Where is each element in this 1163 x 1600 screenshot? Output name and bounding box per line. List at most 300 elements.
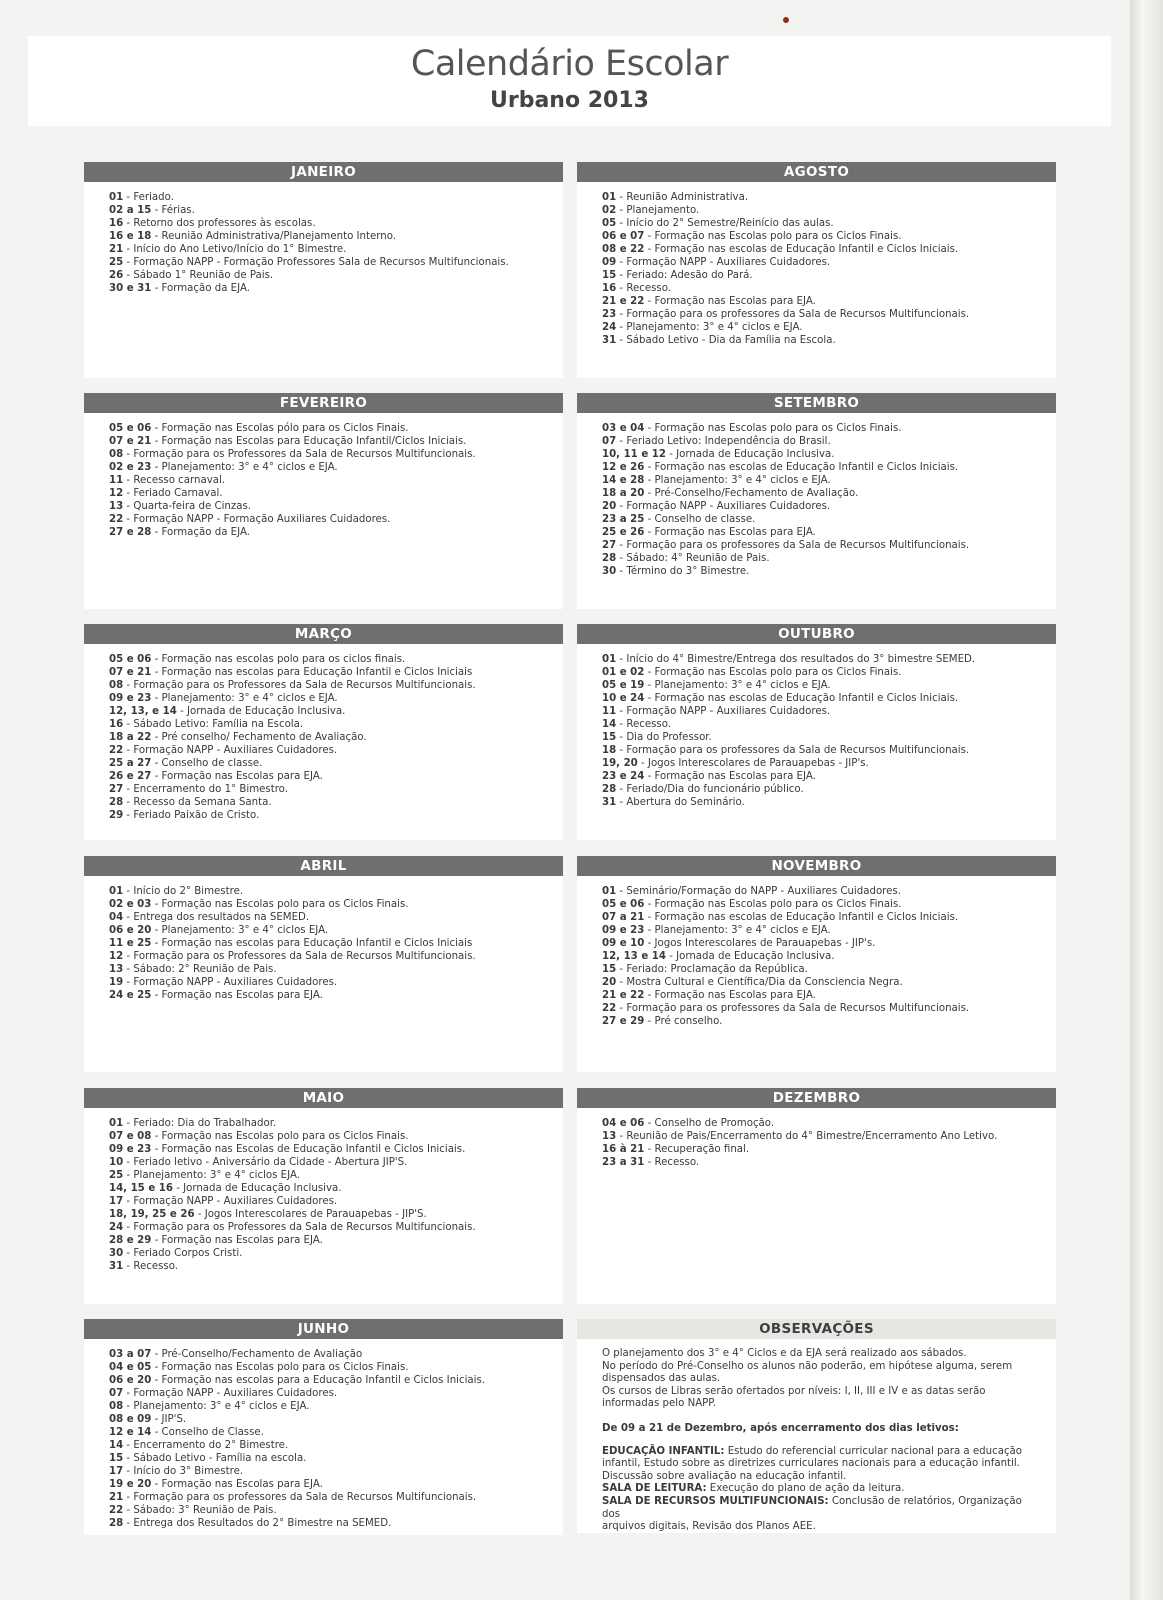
calendar-entry [602,963,1056,976]
entry-date: 15 [602,964,617,975]
entry-text: - Jornada de Educação Inclusiva. [172,1183,342,1194]
entry-text: - Feriado Carnaval. [123,488,223,499]
entry-text: - Formação NAPP - Auxiliares Cuidadores. [123,1196,338,1207]
calendar-entry [602,243,1056,256]
calendar-entry [109,1361,563,1374]
entry-date: 01 [109,1118,124,1129]
calendar-entry [602,666,1056,679]
month-entries [602,422,1056,578]
entry-text: - Férias. [151,205,195,216]
entry-text: - Sábado: 3° Reunião de Pais. [123,1505,277,1516]
entry-text: - Encerramento do 2° Bimestre. [123,1440,289,1451]
month-card-1 [577,162,1056,378]
entry-text: - Formação nas escolas polo para os ciclos finais. [151,654,406,665]
entry-date: 18 a 20 [602,488,645,499]
entry-text: - Formação para os Professores da Sala de Recursos Multifuncionais. [123,951,476,962]
entry-date: 19 [109,977,124,988]
entry-date: 17 [109,1196,124,1207]
entry-text: - Planejamento: 3° e 4° ciclos e EJA. [616,322,803,333]
entry-date: 16 [602,283,617,294]
entry-date: 22 [109,745,124,756]
entry-date: 21 [109,1492,124,1503]
calendar-entry [602,731,1056,744]
entry-date: 30 [109,1248,124,1259]
calendar-entry [602,757,1056,770]
entry-text: - Formação para os Professores da Sala de Recursos Multifuncionais. [123,449,476,460]
recursos-text: arquivos digitais, Revisão dos Planos AEE. [602,1521,816,1533]
entry-date: 14 e 28 [602,475,645,486]
entry-text: - Jornada de Educação Inclusiva. [665,951,835,962]
month-entries [109,653,563,822]
entry-text: - Formação nas escolas para Educação Infantil e Ciclos Iniciais [151,667,473,678]
entry-date: 05 e 06 [109,423,152,434]
leitura-label: SALA DE LEITURA: [602,1483,707,1495]
entry-text: - Formação para os Professores da Sala de Recursos Multifuncionais. [123,1222,476,1233]
entry-text: - Pré-Conselho/Fechamento de Avaliação. [644,488,859,499]
entry-date: 14 [109,1440,124,1451]
entry-date: 30 [602,566,617,577]
entry-text: - Entrega dos Resultados do 2° Bimestre na SEMED. [123,1518,392,1529]
calendar-entry [602,705,1056,718]
period-heading: De 09 a 21 de Dezembro, após encerramento dos dias letivos: [602,1422,959,1434]
month-entries [109,1348,563,1530]
month-card-10 [84,1319,563,1535]
calendar-entry [109,666,563,679]
entry-date: 09 e 23 [109,1144,152,1155]
entry-date: 10, 11 e 12 [602,449,666,460]
calendar-entry [602,552,1056,565]
entry-text: - Formação nas Escolas polo para os Ciclos Finais. [644,231,902,242]
month-title: SETEMBRO [577,393,1056,413]
infantil-text: infantil, Estudo sobre as diretrizes curriculares nacionais para a educação infantil. [602,1458,1020,1470]
entry-date: 25 e 26 [602,527,645,538]
month-card-8 [84,1088,563,1304]
calendar-entry [109,1439,563,1452]
month-title: DEZEMBRO [577,1088,1056,1108]
entry-date: 31 [109,1261,124,1272]
observations-title: OBSERVAÇÕES [577,1319,1056,1339]
entry-date: 24 [109,1222,124,1233]
calendar-entry [109,191,563,204]
calendar-entry [602,911,1056,924]
calendar-entry [602,937,1056,950]
calendar-entry [109,526,563,539]
entry-text: - Sábado 1° Reunião de Pais. [123,270,274,281]
entry-date: 28 [602,784,617,795]
entry-text: - Formação nas Escolas para EJA. [644,527,816,538]
calendar-entry [109,1247,563,1260]
leitura-text: Execução do plano de ação da leitura. [706,1483,905,1495]
entry-text: - Formação nas escolas para Educação Infantil e Ciclos Iniciais [151,938,473,949]
entry-text: - Formação nas escolas de Educação Infantil e Ciclos Iniciais. [644,462,959,473]
month-entries [109,191,563,295]
entry-date: 13 [109,964,124,975]
calendar-entry [109,461,563,474]
calendar-entry [602,191,1056,204]
entry-text: - Formação nas Escolas polo para os Ciclos Finais. [151,899,409,910]
entry-text: - Quarta-feira de Cinzas. [123,501,252,512]
entry-date: 08 [109,449,124,460]
entry-date: 07 [602,436,617,447]
entry-text: - Formação da EJA. [151,283,250,294]
calendar-entry [109,757,563,770]
entry-date: 24 [602,322,617,333]
calendar-entry [109,963,563,976]
entry-date: 23 e 24 [602,771,645,782]
calendar-entry [602,487,1056,500]
calendar-entry [109,422,563,435]
calendar-entry [109,705,563,718]
entry-date: 26 e 27 [109,771,152,782]
month-card-4 [84,624,563,840]
calendar-entry [602,295,1056,308]
calendar-entry [109,796,563,809]
calendar-entry [109,435,563,448]
entry-text: - Formação nas Escolas para EJA. [644,771,816,782]
page-edge [1130,0,1163,1600]
calendar-entry [109,513,563,526]
calendar-entry [109,1387,563,1400]
observation-line: No período do Pré-Conselho os alunos não poderão, em hipótese alguma, serem [602,1360,1013,1372]
entry-text: - Feriado. [123,192,174,203]
calendar-entry [602,770,1056,783]
infantil-text: Discussão sobre avaliação na educação infantil. [602,1470,847,1482]
entry-date: 28 e 29 [109,1235,152,1246]
entry-text: - Pré conselho. [644,1016,723,1027]
entry-date: 02 e 23 [109,462,152,473]
entry-text: - Feriado: Dia do Trabalhador. [123,1118,277,1129]
entry-date: 07 e 08 [109,1131,152,1142]
month-entries [602,1117,1056,1169]
calendar-entry [602,321,1056,334]
entry-date: 12 e 26 [602,462,645,473]
entry-date: 27 [109,784,124,795]
calendar-entry [109,770,563,783]
entry-text: - Planejamento: 3° e 4° ciclos e EJA. [151,693,338,704]
calendar-entry [602,1015,1056,1028]
entry-date: 01 [109,192,124,203]
calendar-entry [602,1002,1056,1015]
entry-date: 25 [109,1170,124,1181]
calendar-entry [602,256,1056,269]
entry-text: - Formação nas Escolas para EJA. [151,990,323,1001]
entry-date: 16 à 21 [602,1144,645,1155]
entry-text: - Pré-Conselho/Fechamento de Avaliação [151,1349,363,1360]
entry-text: - Planejamento. [616,205,700,216]
entry-date: 07 e 21 [109,436,152,447]
entry-text: - Formação NAPP - Formação Auxiliares Cuidadores. [123,514,391,525]
calendar-entry [109,1452,563,1465]
entry-date: 02 e 03 [109,899,152,910]
calendar-entry [602,448,1056,461]
entry-date: 05 e 06 [602,899,645,910]
calendar-entry [602,422,1056,435]
calendar-entry [109,731,563,744]
entry-text: - Formação NAPP - Auxiliares Cuidadores. [616,257,831,268]
entry-date: 06 e 20 [109,1375,152,1386]
entry-date: 14 [602,719,617,730]
calendar-entry [109,937,563,950]
calendar-entry [109,1465,563,1478]
calendar-entry [109,1234,563,1247]
calendar-entry [109,230,563,243]
entry-text: - Recesso. [123,1261,179,1272]
entry-text: - Término do 3° Bimestre. [616,566,750,577]
entry-text: - Formação NAPP - Auxiliares Cuidadores. [123,745,338,756]
entry-date: 28 [109,797,124,808]
calendar-entry [109,448,563,461]
entry-text: - Formação para os professores da Sala de Recursos Multifuncionais. [616,745,970,756]
entry-date: 28 [602,553,617,564]
observation-line: dispensados das aulas. [602,1373,721,1385]
entry-date: 06 e 07 [602,231,645,242]
entry-date: 07 e 21 [109,667,152,678]
calendar-entry [109,217,563,230]
entry-date: 17 [109,1466,124,1477]
entry-text: - Recesso da Semana Santa. [123,797,272,808]
entry-text: - Formação nas Escolas polo para os Ciclos Finais. [151,1362,409,1373]
entry-text: - Planejamento: 3° e 4° ciclos e EJA. [151,462,338,473]
entry-text: - Início do 2° Semestre/Reinício das aulas. [616,218,834,229]
calendar-entry [109,1504,563,1517]
month-title: MARÇO [84,624,563,644]
entry-date: 26 [109,270,124,281]
entry-date: 11 e 25 [109,938,152,949]
entry-text: - Formação NAPP - Formação Professores Sala de Recursos Multifuncionais. [123,257,509,268]
calendar-entry [109,989,563,1002]
calendar-entry [109,256,563,269]
entry-date: 09 e 23 [109,693,152,704]
entry-date: 01 e 02 [602,667,645,678]
entry-text: - Formação nas Escolas de Educação Infantil e Ciclos Iniciais. [151,1144,466,1155]
calendar-entry [602,565,1056,578]
entry-text: - Formação para os Professores da Sala de Recursos Multifuncionais. [123,680,476,691]
entry-date: 05 [602,218,617,229]
month-entries [602,885,1056,1028]
entry-date: 20 [602,977,617,988]
calendar-entry [602,539,1056,552]
entry-date: 18, 19, 25 e 26 [109,1209,195,1220]
entry-text: - Planejamento: 3° e 4° ciclos e EJA. [123,1401,310,1412]
entry-date: 15 [602,270,617,281]
observations-card [577,1319,1056,1533]
calendar-entry [602,796,1056,809]
entry-text: - Formação nas escolas para a Educação Infantil e Ciclos Iniciais. [151,1375,486,1386]
calendar-entry [602,976,1056,989]
entry-date: 13 [602,1131,617,1142]
entry-text: - Conselho de Promoção. [644,1118,775,1129]
entry-date: 27 e 29 [602,1016,645,1027]
entry-date: 08 e 09 [109,1414,152,1425]
entry-text: - Início do 4° Bimestre/Entrega dos resultados do 3° bimestre SEMED. [616,654,976,665]
entry-date: 24 e 25 [109,990,152,1001]
calendar-entry [109,1195,563,1208]
entry-date: 10 e 24 [602,693,645,704]
entry-date: 21 e 22 [602,296,645,307]
calendar-entry [109,1374,563,1387]
entry-text: - Abertura do Seminário. [616,797,745,808]
entry-date: 16 [109,218,124,229]
infantil-text: Estudo do referencial curricular nacional para a educação [724,1445,1023,1457]
entry-date: 18 a 22 [109,732,152,743]
entry-date: 21 e 22 [602,990,645,1001]
entry-text: - Formação nas Escolas para EJA. [644,296,816,307]
calendar-entry [109,269,563,282]
calendar-entry [109,1182,563,1195]
calendar-entry [109,1413,563,1426]
calendar-entry [602,461,1056,474]
calendar-entry [109,898,563,911]
calendar-entry [109,950,563,963]
entry-date: 11 [109,475,124,486]
calendar-entry [109,1117,563,1130]
entry-text: - Recesso. [644,1157,700,1168]
calendar-entry [109,1221,563,1234]
entry-date: 21 [109,244,124,255]
entry-date: 07 [109,1388,124,1399]
month-card-9 [577,1088,1056,1304]
entry-text: - Sábado Letivo - Dia da Família na Escola. [616,335,836,346]
entry-date: 02 a 15 [109,205,152,216]
calendar-entry [602,513,1056,526]
entry-text: - Formação nas escolas de Educação Infantil e Ciclos Iniciais. [644,693,959,704]
month-title: JANEIRO [84,162,563,182]
calendar-entry [109,1260,563,1273]
page-title: Calendário Escolar [410,44,729,84]
calendar-entry [109,783,563,796]
month-entries [602,191,1056,347]
entry-date: 23 [602,309,617,320]
entry-text: - Encerramento do 1° Bimestro. [123,784,288,795]
calendar-entry [109,809,563,822]
calendar-entry [109,718,563,731]
entry-date: 25 a 27 [109,758,152,769]
entry-date: 09 [602,257,617,268]
entry-text: - Planejamento: 3° e 4° ciclos e EJA. [644,475,831,486]
entry-text: - Formação da EJA. [151,527,250,538]
entry-text: - Feriado Letivo: Independência do Brasil. [616,436,831,447]
infantil-label: EDUCAÇÃO INFANTIL: [602,1445,725,1457]
calendar-entry [602,230,1056,243]
entry-date: 27 e 28 [109,527,152,538]
entry-date: 11 [602,706,617,717]
calendar-entry [109,1208,563,1221]
calendar-entry [602,1156,1056,1169]
entry-date: 14, 15 e 16 [109,1183,173,1194]
observation-line: Os cursos de Libras serão ofertados por níveis: I, II, III e IV e as datas serão [602,1385,986,1397]
entry-text: - Pré conselho/ Fechamento de Avaliação. [151,732,367,743]
month-entries [109,1117,563,1273]
calendar-entry [109,500,563,513]
entry-text: - Conselho de Classe. [151,1427,264,1438]
calendar-entry [602,1130,1056,1143]
entry-text: - Formação para os professores da Sala de Recursos Multifuncionais. [123,1492,477,1503]
entry-text: - Sábado Letivo: Família na Escola. [123,719,304,730]
entry-text: - Jogos Interescolares de Parauapebas - JIP's. [637,758,869,769]
entry-date: 30 e 31 [109,283,152,294]
entry-date: 05 e 06 [109,654,152,665]
calendar-entry [602,950,1056,963]
month-title: AGOSTO [577,162,1056,182]
entry-text: - Reunião Administrativa/Planejamento Interno. [151,231,397,242]
calendar-entry [109,1143,563,1156]
entry-date: 08 [109,680,124,691]
entry-text: - Formação NAPP - Auxiliares Cuidadores. [123,1388,338,1399]
calendar-entry [109,1478,563,1491]
entry-text: - Formação nas escolas de Educação Infantil e Ciclos Iniciais. [644,244,959,255]
month-title: ABRIL [84,856,563,876]
calendar-entry [109,911,563,924]
calendar-entry [109,282,563,295]
entry-date: 28 [109,1518,124,1529]
entry-date: 25 [109,257,124,268]
entry-text: - Recesso carnaval. [123,475,226,486]
month-title: MAIO [84,1088,563,1108]
entry-date: 29 [109,810,124,821]
entry-text: - Início do 2° Bimestre. [123,886,244,897]
entry-text: - Formação nas Escolas polo para os Ciclos Finais. [151,1131,409,1142]
calendar-entry [602,692,1056,705]
calendar-entry [109,885,563,898]
entry-text: - Planejamento: 3° e 4° ciclos EJA. [151,925,329,936]
month-card-5 [577,624,1056,840]
calendar-entry [109,679,563,692]
entry-text: - Feriado Corpos Cristi. [123,1248,243,1259]
page-subtitle: Urbano 2013 [490,88,649,113]
entry-text: - Conselho de classe. [644,514,756,525]
entry-date: 19, 20 [602,758,638,769]
entry-date: 09 e 10 [602,938,645,949]
title-block [28,36,1111,126]
ink-dot [783,17,789,23]
entry-text: - Formação para os professores da Sala de Recursos Multifuncionais. [616,540,970,551]
entry-text: - Sábado Letivo - Família na escola. [123,1453,307,1464]
entry-text: - Feriado: Proclamação da República. [616,964,808,975]
calendar-entry [602,989,1056,1002]
entry-text: - Planejamento: 3° e 4° ciclos EJA. [123,1170,300,1181]
entry-text: - Formação nas Escolas polo para os Ciclos Finais. [644,899,902,910]
entry-text: - Formação NAPP - Auxiliares Cuidadores. [123,977,338,988]
month-card-7 [577,856,1056,1072]
entry-text: - Início do 3° Bimestre. [123,1466,244,1477]
entry-text: - Formação nas Escolas para EJA. [151,1235,323,1246]
entry-text: - Seminário/Formação do NAPP - Auxiliares Cuidadores. [616,886,901,897]
entry-text: - Formação nas Escolas para EJA. [151,771,323,782]
entry-date: 15 [602,732,617,743]
entry-date: 12 [109,488,124,499]
entry-text: - Formação nas Escolas para EJA. [644,990,816,1001]
calendar-entry [109,1130,563,1143]
entry-date: 01 [602,886,617,897]
entry-text: - Reunião Administrativa. [616,192,749,203]
calendar-entry [109,1491,563,1504]
calendar-entry [602,885,1056,898]
entry-text: - Formação nas Escolas para Educação Infantil/Ciclos Iniciais. [151,436,467,447]
recursos-label: SALA DE RECURSOS MULTIFUNCIONAIS: [602,1495,829,1507]
calendar-entry [602,204,1056,217]
calendar-entry [602,653,1056,666]
entry-text: - Formação nas Escolas polo para os Ciclos Finais. [644,423,902,434]
entry-text: - Formação nas escolas de Educação Infantil e Ciclos Iniciais. [644,912,959,923]
entry-text: - Recuperação final. [644,1144,750,1155]
entry-date: 12 e 14 [109,1427,152,1438]
calendar-entry [109,204,563,217]
entry-date: 02 [602,205,617,216]
calendar-entry [602,744,1056,757]
observation-line: O planejamento dos 3° e 4° Ciclos e da EJA será realizado aos sábados. [602,1348,967,1359]
calendar-entry [109,1400,563,1413]
calendar-entry [602,282,1056,295]
